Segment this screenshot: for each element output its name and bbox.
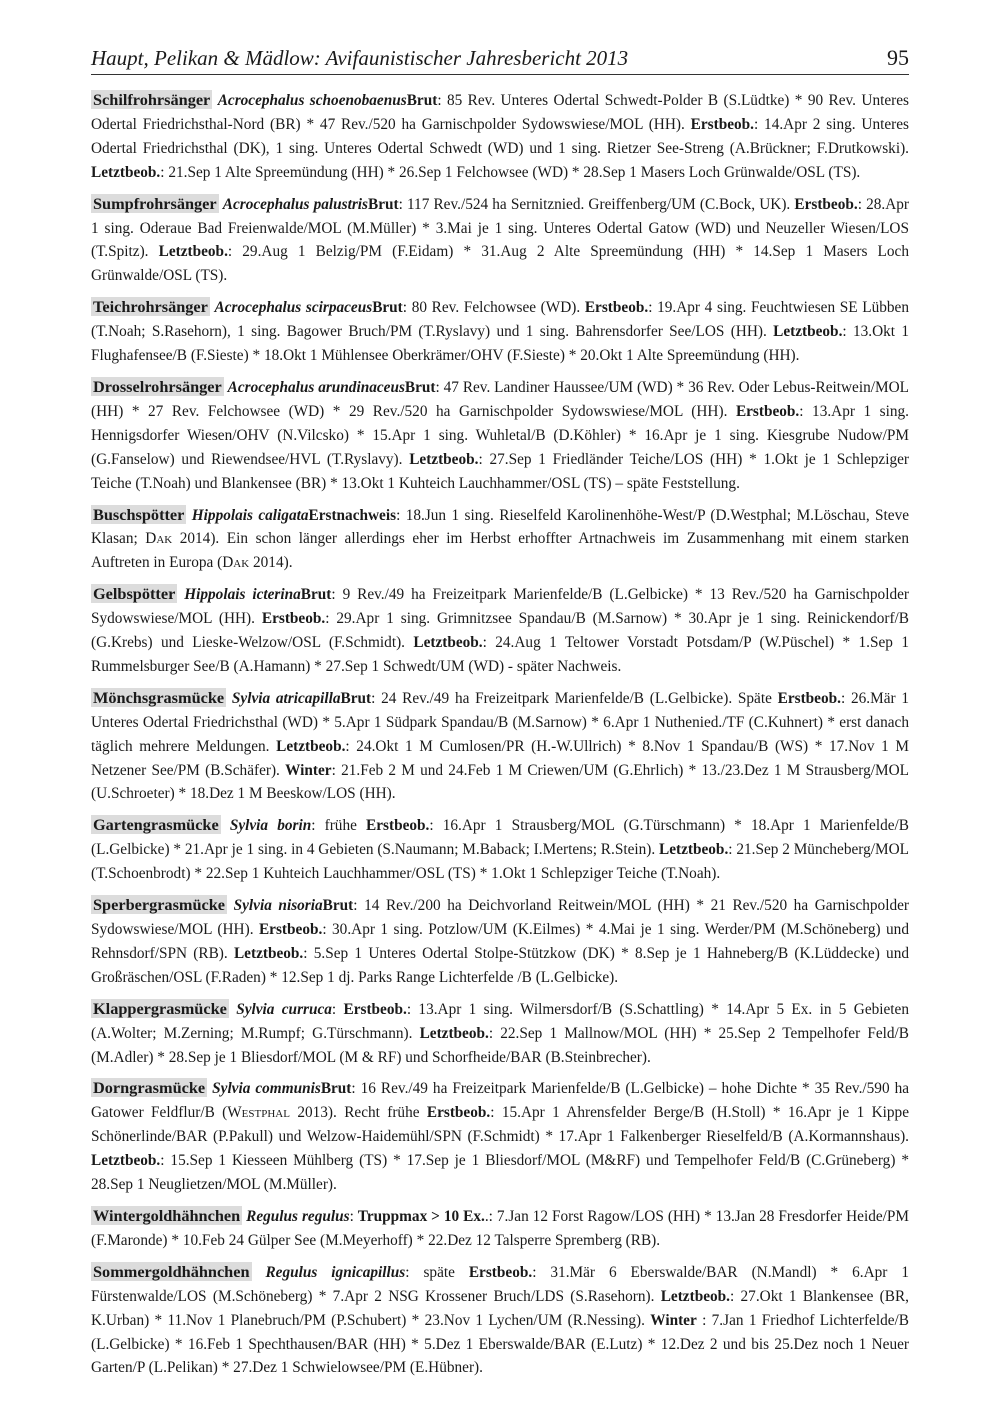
record-label: Erstbeob. <box>690 115 754 133</box>
species-common-name: Dorngrasmücke <box>93 1078 206 1098</box>
record-text: : 27.Sep 1 Friedländer Teiche/LOS (HH) * 1.Okt je 1 Schlepziger Teiche (T.Noah) und Blankensee (BR) * 13.Okt 1 Kuhteich Lauchhammer/OSL (TS) – späte Feststellung. <box>91 450 909 492</box>
record-label: Letztbeob. <box>659 841 729 859</box>
record-text: 2014). Ein schon länger allerdings eher im Herbst erhoffter Artnachweis im Zusammenhang mit einem starken Auftreten in Europa ( <box>91 530 909 572</box>
species-scientific-name: Acrocephalus arundinaceus <box>227 378 405 396</box>
record-text: : 19.Apr 4 sing. Feuchtwiesen SE Lübben (T.Noah; S.Rasehorn), 1 sing. Bagower Bruch/PM (T.Ryslavy) und 1 sing. Bahrensdorfer See/LOS (HH). <box>91 299 909 341</box>
record-text: : 22.Sep 1 Mallnow/MOL (HH) * 25.Sep 2 Tempelhofer Feld/B (M.Adler) * 28.Sep je 1 Bliesdorf/MOL (M & RF) und Schorfheide/BAR (B.Steinbrecher). <box>91 1024 909 1066</box>
citation-author: Dak <box>145 530 173 548</box>
record-label: Brut <box>368 195 399 213</box>
species-scientific-name: Hippolais icterina <box>184 586 301 604</box>
record-text: 2013). Recht frühe <box>289 1104 427 1122</box>
species-entry <box>91 1260 909 1381</box>
record-label: Erstbeob. <box>794 195 858 213</box>
species-common-name: Mönchsgrasmücke <box>93 687 225 707</box>
species-scientific-name: Hippolais caligata <box>191 506 309 524</box>
record-text: : 29.Aug 1 Belzig/PM (F.Eidam) * 31.Aug 2 Alte Spreemündung (HH) * 14.Sep 1 Masers Loch Grünwalde/OSL (TS). <box>91 243 909 285</box>
record-label: Erstbeob. <box>468 1263 533 1281</box>
record-text: : <box>349 1207 358 1225</box>
record-text: : frühe <box>311 817 367 835</box>
running-header <box>91 40 909 75</box>
record-label: Letztbeob. <box>91 1152 161 1170</box>
species-common-name: Gelbspötter <box>93 584 176 604</box>
species-accounts <box>91 88 909 1387</box>
record-text: : 47 Rev. Landiner Haussee/UM (WD) * 36 Rev. Oder Lebus-Reitwein/MOL (HH) * 27 Rev. Felchowsee (WD) * 29 Rev./520 ha Garnischpolder Sydowswiese/MOL (HH). <box>91 378 909 420</box>
species-common-name: Teichrohrsänger <box>93 297 208 317</box>
record-text: : 21.Feb 2 M und 24.Feb 1 M Criewen/UM (G.Ehrlich) * 13./23.Dez 1 M Strausberg/MOL (U.Schroeter) * 18.Dez 1 M Beeskow/LOS (HH). <box>91 761 909 803</box>
record-text: : 29.Apr 1 sing. Grimnitzsee Spandau/B (M.Sarnow) * 30.Apr je 1 sing. Reinickendorf/B (G.Krebs) und Lieske-Welzow/OSL (F.Schmidt). <box>91 610 909 652</box>
record-text: : 85 Rev. Unteres Odertal Schwedt-Polder B (S.Lüdtke) * 90 Rev. Unteres Odertal Friedrichsthal-Nord (BR) * 47 Rev./520 ha Garnischpolder Sydowswiese/MOL (HH). <box>91 92 909 133</box>
record-label: Erstbeob. <box>343 1000 407 1018</box>
record-label: Letztbeob. <box>409 450 479 468</box>
running-title: Haupt, Pelikan & Mädlow: Avifaunistischer Jahresbericht 2013 <box>91 46 629 70</box>
record-label: Brut <box>322 897 354 915</box>
species-scientific-name: Sylvia curruca <box>236 1000 332 1018</box>
species-entry <box>91 295 909 368</box>
species-scientific-name: Acrocephalus scirpaceus <box>214 299 373 317</box>
record-label: Letztbeob. <box>91 163 161 181</box>
species-scientific-name: Regulus regulus <box>246 1207 350 1225</box>
species-common-name: Sumpfrohrsänger <box>93 193 217 213</box>
record-label: Erstbeob. <box>426 1104 491 1122</box>
record-label: Letztbeob. <box>276 737 346 755</box>
citation-author: Dak <box>222 554 250 572</box>
record-text: : 16.Apr 1 Strausberg/MOL (G.Türschmann) * 18.Apr 1 Marienfelde/B (L.Gelbicke) * 21.Apr je 1 sing. in 4 Gebieten (S.Naumann; M.Baback; I.Mertens; R.Stein). <box>91 817 909 859</box>
species-common-name: Schilfrohrsänger <box>93 90 211 109</box>
record-text: : 15.Sep 1 Kiesseen Mühlberg (TS) * 17.Sep je 1 Bliesdorf/MOL (M&RF) und Tempelhofer Feld/B (C.Grüneberg) * 28.Sep 1 Neuglietzen/MOL (M.Müller). <box>91 1152 909 1194</box>
species-scientific-name: Regulus ignicapillus <box>265 1263 406 1281</box>
record-text: : 18.Jun 1 sing. Rieselfeld Karolinenhöhe-West/P (D.Westphal; M.Löschau, Steve Klasan; <box>91 506 910 548</box>
species-scientific-name: Sylvia nisoria <box>233 897 323 915</box>
species-entry <box>91 503 909 576</box>
species-common-name: Drosselrohrsänger <box>93 376 222 396</box>
species-scientific-name: Acrocephalus palustris <box>222 195 368 213</box>
species-scientific-name: Sylvia communis <box>212 1080 321 1098</box>
citation-author: Westphal <box>227 1104 290 1122</box>
record-text: : <box>331 1000 344 1018</box>
species-common-name: Klappergrasmücke <box>93 998 227 1018</box>
record-text: : 117 Rev./524 ha Sernitznied. Greiffenberg/UM (C.Bock, UK). <box>398 195 795 213</box>
record-label: Letztbeob. <box>660 1287 730 1305</box>
record-text: : 13.Apr 1 sing. Wilmersdorf/B (S.Schattling) * 14.Apr 5 Ex. in 5 Gebieten (A.Wolter; M.Zerning; M.Rumpf; G.Türschmann). <box>91 1000 909 1042</box>
species-entry <box>91 88 909 185</box>
species-common-name: Sperbergrasmücke <box>93 895 226 915</box>
record-text: : 14 Rev./200 ha Deichvorland Reitwein/MOL (HH) * 21 Rev./520 ha Garnischpolder Sydowswiese/MOL (HH). <box>91 897 909 938</box>
record-label: Brut <box>340 689 372 707</box>
record-label: Winter <box>285 761 332 779</box>
record-label: Erstbeob. <box>261 610 326 628</box>
record-label: Letztbeob. <box>413 634 483 652</box>
record-text: : 80 Rev. Felchowsee (WD). <box>402 299 585 317</box>
species-scientific-name: Acrocephalus schoenobaenus <box>217 92 407 109</box>
species-common-name: Gartengrasmücke <box>93 815 219 835</box>
record-label: Brut <box>404 378 436 396</box>
record-label: Erstbeob. <box>366 817 430 835</box>
species-scientific-name: Sylvia atricapilla <box>231 689 341 707</box>
species-common-name: Sommergoldhähnchen <box>93 1261 250 1281</box>
record-text: : 26.Mär 1 Unteres Odertal Friedrichsthal (WD) * 5.Apr 1 Südpark Spandau/B (M.Sarnow) * 6.Apr 1 Nuthenied./TF (C.Kuhnert) * erst danach täglich mehrere Meldungen. <box>91 689 909 755</box>
record-text: : 13.Apr 1 sing. Hennigsdorfer Wiesen/OHV (N.Vilcsko) * 15.Apr 1 sing. Wuhletal/B (D.Köhler) * 16.Apr je 1 sing. Kiesgrube Nudow/PM (G.Fanselow) und Riewendsee/HVL (T.Ryslavy). <box>91 402 909 468</box>
page-number: 95 <box>887 45 909 70</box>
record-text: : 5.Sep 1 Unteres Odertal Stolpe-Stützkow (DK) * 8.Sep je 1 Hahneberg/B (K.Lüddecke) und Großräschen/OSL (F.Raden) * 12.Sep 1 dj. Parks Range Lichterfelde /B (L.Gelbicke). <box>91 944 909 986</box>
species-entry <box>91 375 909 496</box>
record-text: : 16 Rev./49 ha Freizeitpark Marienfelde/B (L.Gelbicke) – hohe Dichte * 35 Rev./590 ha Gatower Feldflur/B ( <box>91 1080 910 1122</box>
record-label: Erstbeob. <box>735 402 800 420</box>
record-text: : 14.Apr 2 sing. Unteres Odertal Friedrichsthal (DK), 1 sing. Unteres Odertal Schwedt (WD) und 1 sing. Rietzer See-Streng (A.Brückner; F.Drutkowski). <box>91 115 909 157</box>
species-scientific-name: Sylvia borin <box>229 817 312 835</box>
record-text: : 24.Aug 1 Teltower Vorstadt Potsdam/P (W.Püschel) * 1.Sep 1 Rummelsburger See/B (A.Hamann) * 27.Sep 1 Schwedt/UM (WD) - später Nachweis. <box>91 634 909 675</box>
record-text: : 21.Sep 2 Müncheberg/MOL (T.Schoenbrodt) * 22.Sep 1 Kuhteich Lauchhammer/OSL (TS) * 1.Okt 1 Schlepziger Teiche (T.Noah). <box>91 841 909 883</box>
species-entry <box>91 582 909 679</box>
species-common-name: Wintergoldhähnchen <box>93 1205 241 1225</box>
record-label: Brut <box>372 299 403 317</box>
record-label: Winter <box>650 1311 697 1329</box>
species-entry <box>91 686 909 807</box>
species-entry <box>91 893 909 990</box>
record-text: : 31.Mär 6 Eberswalde/BAR (N.Mandl) * 6.Apr 1 Fürstenwalde/LOS (M.Schöneberg) * 7.Apr 2 NSG Krossener Bruch/LDS (S.Rasehorn). <box>91 1263 909 1305</box>
record-text: : 30.Apr 1 sing. Potzlow/UM (K.Eilmes) * 4.Mai je 1 sing. Werder/PM (M.Schöneberg) und Rehnsdorf/SPN (RB). <box>91 921 909 962</box>
record-text: : 9 Rev./49 ha Freizeitpark Marienfelde/B (L.Gelbicke) * 13 Rev./520 ha Garnischpolder Sydowswiese/MOL (HH). <box>91 586 909 628</box>
record-text: : 24.Okt 1 M Cumlosen/PR (H.-W.Ullrich) * 8.Nov 1 Spandau/B (WS) * 17.Nov 1 M Netzener See/PM (B.Schäfer). <box>91 737 910 779</box>
species-common-name: Buschspötter <box>93 504 185 524</box>
record-text: : 28.Apr 1 sing. Oderaue Bad Freienwalde/MOL (M.Müller) * 3.Mai je 1 sing. Unteres Odertal Gatow (WD) und Neuzeller Wiesen/LOS (T.Spitz). <box>91 195 909 261</box>
record-text: : 7.Jan 1 Friedhof Lichterfelde/B (L.Gelbicke) * 16.Feb 1 Spechthausen/BAR (HH) * 5.Dez 1 Eberswalde/BAR (E.Lutz) * 12.Dez 2 und bis 25.Dez noch 1 Neuer Garten/P (L.Pelikan) * 27.Dez 1 Schwielowsee/PM (E.Hübner). <box>91 1311 909 1377</box>
record-label: Erstnachweis <box>308 506 397 524</box>
record-label: Brut <box>320 1080 352 1098</box>
species-entry <box>91 1204 909 1253</box>
record-text: : 15.Apr 1 Ahrensfelder Berge/B (H.Stoll) * 16.Apr je 1 Kippe Schönerlinde/BAR (P.Pakull) und Welzow-Haidemühl/SPN (F.Schmidt) * 17.Apr 1 Falkenberger Rieselfeld/B (A.Kormannshaus). <box>91 1104 909 1146</box>
record-label: Brut <box>300 586 332 604</box>
record-text: .: 7.Jan 12 Forst Ragow/LOS (HH) * 13.Jan 28 Fresdorfer Heide/PM (F.Maronde) * 10.Feb 24 Gülper See (M.Meyerhoff) * 22.Dez 12 Talsperre Spremberg (RB). <box>91 1207 909 1249</box>
record-label: Letztbeob. <box>233 944 304 962</box>
record-label: Brut <box>406 92 438 109</box>
record-label: Erstbeob. <box>258 921 323 938</box>
record-label: Letztbeob. <box>419 1024 489 1042</box>
record-label: Letztbeob. <box>158 243 228 261</box>
record-text: : 21.Sep 1 Alte Spreemündung (HH) * 26.Sep 1 Felchowsee (WD) * 28.Sep 1 Masers Loch Grünwalde/OSL (TS). <box>160 163 861 181</box>
record-label: Erstbeob. <box>777 689 841 707</box>
species-entry <box>91 997 909 1070</box>
record-text: : 27.Okt 1 Blankensee (BR, K.Urban) * 11.Nov 1 Planebruch/PM (P.Schubert) * 23.Nov 1 Lychen/UM (R.Nessing). <box>91 1287 909 1329</box>
species-entry <box>91 1076 909 1197</box>
species-entry <box>91 813 909 886</box>
record-label: Truppmax > 10 Ex. <box>357 1207 485 1225</box>
record-label: Letztbeob. <box>773 323 843 341</box>
record-text: : 13.Okt 1 Flughafensee/B (F.Sieste) * 18.Okt 1 Mühlensee Oberkrämer/OHV (F.Sieste) * 20.Okt 1 Alte Spreemündung (HH). <box>91 323 909 365</box>
record-text: : späte <box>405 1263 469 1281</box>
species-entry <box>91 192 909 289</box>
record-text: 2014). <box>249 554 293 572</box>
record-label: Erstbeob. <box>584 299 649 317</box>
record-text: : 24 Rev./49 ha Freizeitpark Marienfelde/B (L.Gelbicke). Späte <box>371 689 778 707</box>
